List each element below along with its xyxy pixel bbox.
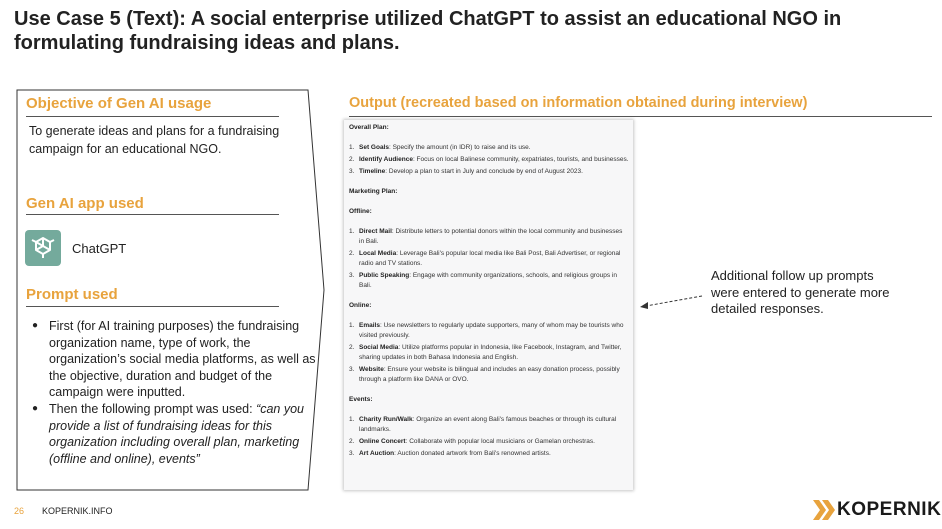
overall-plan-title: Overall Plan: (349, 124, 389, 131)
online-title: Online: (349, 302, 372, 309)
list-item: 1. Direct Mail: Distribute letters to potential donors within the local community and businesses in Bali. (349, 228, 623, 245)
list-item: 1. Set Goals: Specify the amount (in IDR) to raise and its use. (349, 144, 531, 151)
list-item: 2. Local Media: Leverage Bali's popular local media like Bali Post, Bali Advertiser, or regional radio and TV stations. (349, 250, 621, 267)
list-item: 2. Identify Audience: Focus on local Balinese community, expatriates, tourists, and businesses. (349, 156, 629, 163)
chatgpt-response (344, 120, 633, 490)
logo-chevrons-icon (813, 499, 837, 521)
offline-list (349, 227, 629, 291)
followup-note: Additional follow up prompts were entered to generate more detailed responses. (711, 268, 890, 316)
online-list (349, 321, 629, 385)
app-heading: Gen AI app used (26, 195, 144, 212)
list-item: 2. Online Concert: Collaborate with popular local musicians or Gamelan orchestras. (349, 438, 595, 445)
objective-text: To generate ideas and plans for a fundraising campaign for an educational NGO. (29, 124, 280, 156)
prompt-heading: Prompt used (26, 286, 118, 303)
page-number: 26 (14, 506, 25, 516)
list-item: 2. Social Media: Utilize platforms popular in Indonesia, like Facebook, Instagram, and Twitter, sharing updates in both Bahasa Indonesia and English. (349, 344, 622, 361)
events-title: Events: (349, 396, 373, 403)
slide-title: Use Case 5 (Text): A social enterprise utilized ChatGPT to assist an educational NGO in formulating fundraising ideas and plans. (14, 8, 842, 54)
footer-site: KOPERNIK.INFO (42, 506, 113, 516)
app-divider (26, 214, 279, 215)
prompt-item-2-quote: “can you provide a list of fundraising ideas for this organization including overall plan, marketing (offline and online), events” (49, 401, 305, 466)
prompt-item-1: ● First (for AI training purposes) the fundraising organization name, type of work, the organization’s social media platforms, as well as the objective, duration and budget of the campaign were inputted. (32, 318, 317, 401)
output-heading: Output (recreated based on information obtained during interview) (349, 95, 808, 111)
list-item: 3. Art Auction: Auction donated artwork from Bali's renowned artists. (349, 450, 551, 457)
overall-plan-list (349, 143, 629, 177)
list-item: 1. Emails: Use newsletters to regularly update supporters, many of whom may be tourists who visited previously. (349, 322, 624, 339)
prompt-list (32, 318, 317, 467)
objective-divider (26, 116, 279, 117)
list-item: 3. Website: Ensure your website is bilingual and includes an easy donation process, possibly through a platform like DANA or OVO. (349, 366, 620, 383)
logo-text: KOPERNIK (837, 499, 942, 520)
list-item: 1. Charity Run/Walk: Organize an event along Bali's famous beaches or through its cultural landmarks. (349, 416, 617, 433)
kopernik-logo (813, 498, 941, 522)
marketing-plan-title: Marketing Plan: (349, 188, 398, 195)
offline-title: Offline: (349, 208, 372, 215)
app-name: ChatGPT (72, 241, 127, 256)
list-item: 3. Timeline: Develop a plan to start in July and conclude by end of August 2023. (349, 168, 583, 175)
events-list (349, 415, 629, 459)
prompt-divider (26, 306, 279, 307)
prompt-item-2 (32, 401, 317, 467)
dashed-arrow-icon (636, 292, 706, 312)
list-item: 3. Public Speaking: Engage with community organizations, schools, and religious groups in Bali. (349, 272, 617, 289)
objective-heading: Objective of Gen AI usage (26, 95, 212, 112)
chatgpt-logo-icon (25, 230, 61, 266)
output-divider (349, 116, 932, 117)
prompt-item-2-prefix: Then the following prompt was used: (49, 401, 257, 416)
